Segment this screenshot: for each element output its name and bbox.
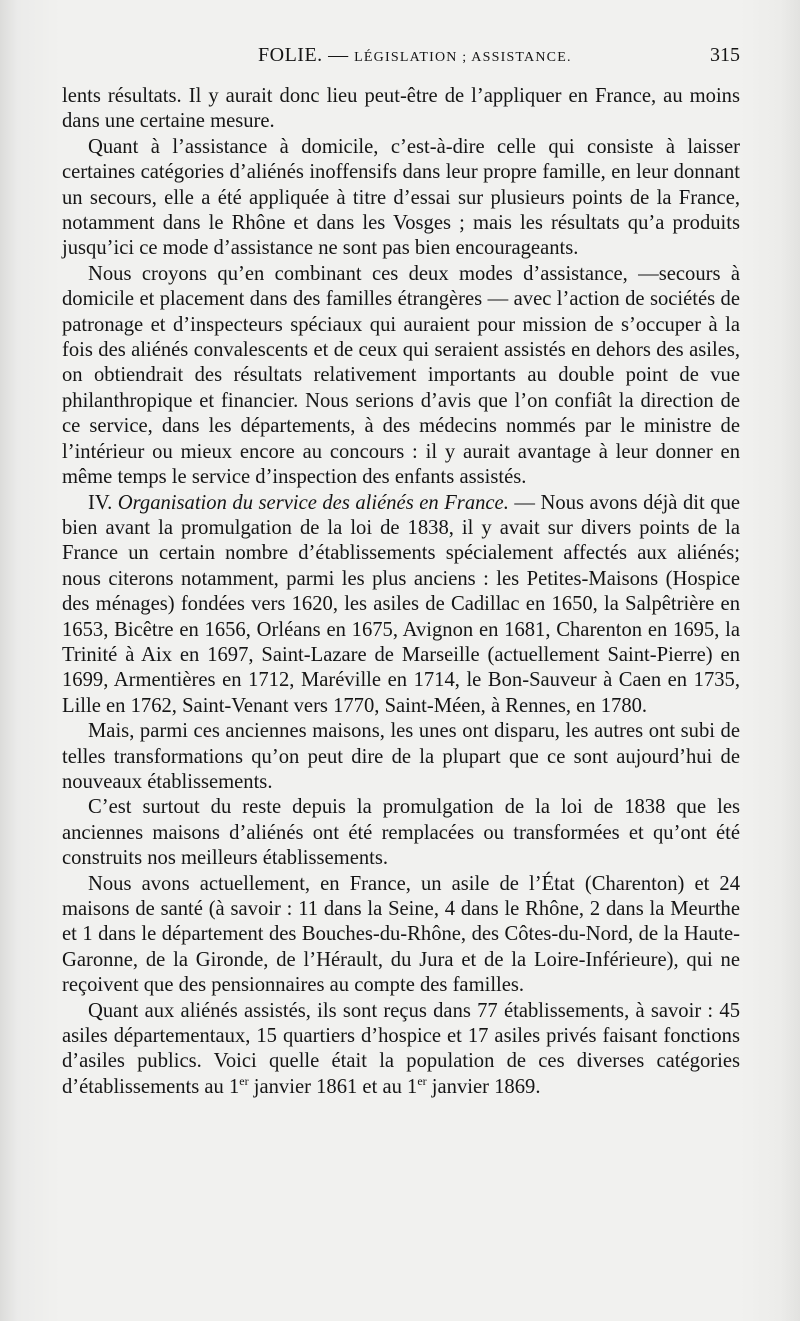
paragraph-continued: lents résultats. Il y aurait donc lieu peut-être de l’appliquer en France, au moins dans une certaine mesure.: [62, 85, 740, 133]
running-title: [258, 44, 572, 67]
paragraph-old-houses: Mais, parmi ces anciennes maisons, les unes ont disparu, les autres ont subi de telles transformations qu’on peut dire de la plupart que ce sont aujourd’hui de nouveaux établissements.: [62, 720, 740, 793]
section-number: IV.: [88, 491, 113, 514]
paragraph-assisted-patients: [62, 999, 740, 1101]
body-text: [62, 84, 740, 1100]
running-title-main: FOLIE. —: [258, 44, 349, 66]
superscript-er-2: er: [417, 1073, 427, 1088]
section-title: Organisation du service des aliénés en France.: [117, 491, 509, 514]
assisted-text-end: janvier 1869.: [426, 1075, 541, 1098]
paragraph-home-assistance: Quant à l’assistance à domicile, c’est-à-dire celle qui consiste à laisser certaines catégories d’aliénés inoffensifs dans leur propre famille, en leur donnant un secours, elle a été appliquée à titre d’essai sur plusieurs points de la France, notamment dans le Rhône et dans les Vosges ; mais les résultats qu’a produits jusqu’ici ce mode d’assistance ne sont pas bien encourageants.: [62, 135, 740, 260]
assisted-text-middle: janvier 1861 et au 1: [248, 1075, 418, 1098]
running-title-sub: LÉGISLATION ; ASSISTANCE.: [354, 50, 572, 65]
page-header: [62, 44, 740, 74]
section-iv-paragraph: [62, 491, 740, 720]
page-number: 315: [710, 44, 740, 66]
paragraph-since-1838: C’est surtout du reste depuis la promulgation de la loi de 1838 que les anciennes maisons d’aliénés ont été remplacées ou transformées et qu’ont été construits nos meilleurs établissements.: [62, 796, 740, 870]
section-body: — Nous avons déjà dit que bien avant la promulgation de la loi de 1838, il y avait sur divers points de la France un certain nombre d’établissements spécialement affectés aux aliénés; nous citerons notamment, parmi les plus anciens : les Petites-Maisons (Hospice des ménages) fondées vers 1620, les asiles de Cadillac en 1650, la Salpêtrière en 1653, Bicêtre en 1656, Orléans en 1675, Avignon en 1681, Charenton en 1695, la Trinité à Aix en 1697, Saint-Lazare de Marseille (actuellement Saint-Pierre) en 1699, Armentières en 1712, Maréville en 1714, le Bon-Sauveur à Caen en 1735, Lille en 1762, Saint-Venant vers 1770, Saint-Méen, à Rennes, en 1780.: [62, 491, 741, 717]
superscript-er-1: er: [239, 1073, 249, 1088]
paragraph-combined-modes: Nous croyons qu’en combinant ces deux modes d’assistance, —secours à domicile et placement dans des familles étrangères — avec l’action de sociétés de patronage et d’inspecteurs spéciaux qui auraient pour mission de s’occuper à la fois des aliénés convalescents et de ceux qui seraient assistés en dehors des asiles, on obtiendrait des résultats relativement importants au double point de vue philanthropique et financier. Nous serions d’avis que l’on confiât la direction de ce service, dans les départements, à des médecins nommés par le ministre de l’intérieur ou mieux encore au concours : il y aurait avantage à leur donner en même temps le service d’inspection des enfants assistés.: [62, 262, 740, 489]
assisted-text-start: Quant aux aliénés assistés, ils sont reçus dans 77 établissements, à savoir : 45 asiles départementaux, 15 quartiers d’hospice et 17 asiles privés faisant fonctions d’asiles publics. Voici quelle était la population de ces diverses catégories d’établissements au 1: [62, 999, 740, 1098]
paragraph-current-establishments: Nous avons actuellement, en France, un asile de l’État (Charenton) et 24 maisons de santé (à savoir : 11 dans la Seine, 4 dans le Rhône, 2 dans la Meurthe et 1 dans le département des Bouches-du-Rhône, des Côtes-du-Nord, de la Haute-Garonne, de la Gironde, de l’Hérault, du Jura et de la Loire-Inférieure), qui ne reçoivent que des pensionnaires au compte des familles.: [62, 872, 740, 997]
